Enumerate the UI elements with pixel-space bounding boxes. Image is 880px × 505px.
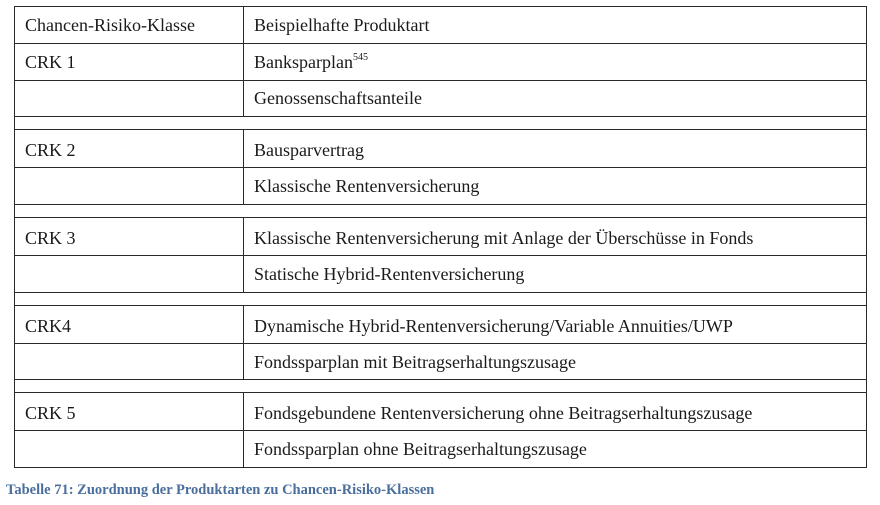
footnote-marker: 545	[352, 52, 368, 63]
table-rule	[14, 392, 867, 393]
product-name: Fondssparplan ohne Beitragserhaltungszusage	[254, 439, 587, 459]
table-rule	[14, 467, 867, 468]
product-name: Bausparvertrag	[254, 140, 364, 160]
column-divider	[243, 392, 244, 468]
header-product-type: Beispielhafte Produktart	[254, 15, 430, 35]
product-name: Dynamische Hybrid-Rentenversicherung/Variable Annuities/UWP	[254, 316, 733, 336]
table-border-right	[866, 6, 867, 468]
table-rule	[14, 305, 867, 306]
table-rule	[14, 80, 867, 81]
product-name: Banksparplan$^{545}$	[254, 52, 368, 72]
risk-class-label: CRK4	[25, 316, 72, 336]
table-rule	[14, 343, 867, 344]
table-border-left	[14, 6, 15, 468]
product-name: Statische Hybrid-Rentenversicherung	[254, 264, 525, 284]
column-divider	[243, 217, 244, 293]
product-name: Klassische Rentenversicherung	[254, 176, 480, 196]
product-name: Fondssparplan mit Beitragserhaltungszusage	[254, 352, 576, 372]
table-rule	[14, 255, 867, 256]
product-name: Fondsgebundene Rentenversicherung ohne Beitragserhaltungszusage	[254, 403, 753, 423]
column-divider	[243, 129, 244, 205]
table-rule	[14, 217, 867, 218]
risk-class-label: CRK 3	[25, 228, 76, 248]
risk-class-label: CRK 2	[25, 140, 76, 160]
table-rule	[14, 430, 867, 431]
table-rule	[14, 292, 867, 293]
table-rule	[14, 43, 867, 44]
column-divider	[243, 305, 244, 380]
header-risk-class: Chancen-Risiko-Klasse	[25, 15, 195, 35]
table-rule	[14, 204, 867, 205]
table-rule	[14, 129, 867, 130]
product-name: Klassische Rentenversicherung mit Anlage der Überschüsse in Fonds	[254, 228, 754, 248]
table-rule	[14, 167, 867, 168]
risk-class-label: CRK 1	[25, 52, 76, 72]
table-rule	[14, 379, 867, 380]
table-rule	[14, 116, 867, 117]
table-rule	[14, 6, 867, 7]
table-caption: Tabelle 71: Zuordnung der Produktarten zu Chancen-Risiko-Klassen	[6, 482, 435, 498]
risk-class-label: CRK 5	[25, 403, 76, 423]
product-name: Genossenschaftsanteile	[254, 88, 422, 108]
column-divider	[243, 6, 244, 117]
